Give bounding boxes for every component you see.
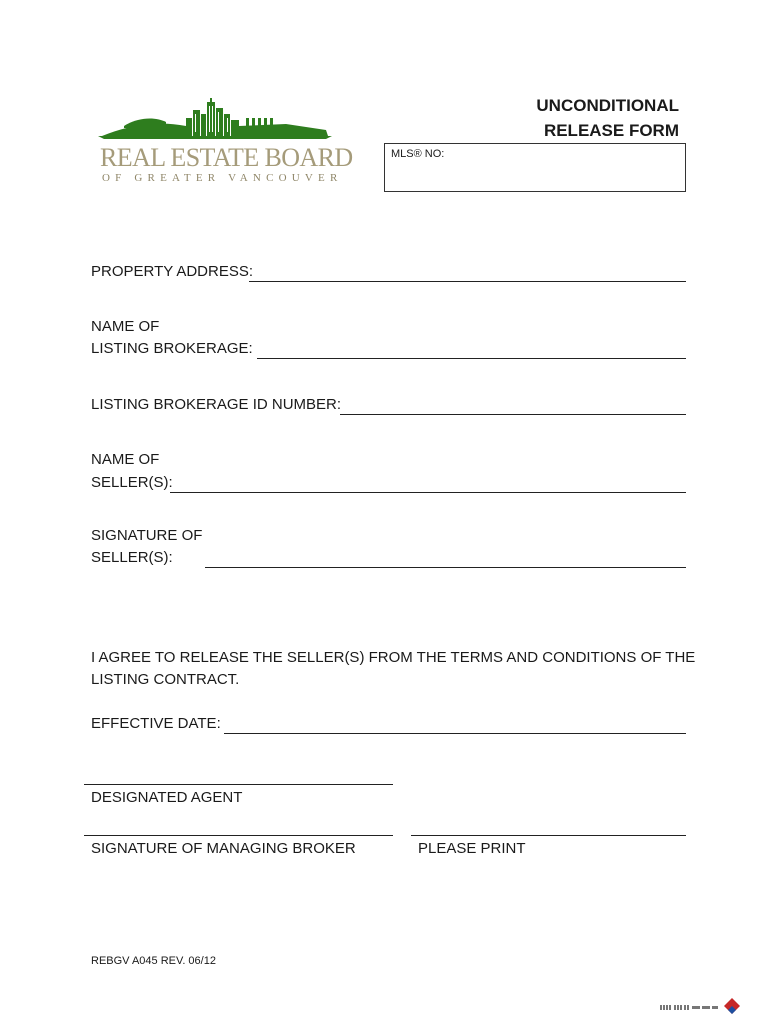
effective-date-label: EFFECTIVE DATE:	[91, 715, 221, 732]
listing-brokerage-id-line[interactable]	[340, 414, 686, 415]
property-address-line[interactable]	[249, 281, 686, 282]
listing-brokerage-label: LISTING BROKERAGE:	[91, 340, 253, 357]
crea-webforms-logo-icon	[658, 996, 742, 1018]
property-address-label: PROPERTY ADDRESS:	[91, 263, 253, 280]
managing-broker-label: SIGNATURE OF MANAGING BROKER	[91, 840, 356, 857]
name-of-sellers-label: NAME OF	[91, 451, 160, 468]
mls-label: MLS® NO:	[391, 148, 445, 160]
name-of-label: NAME OF	[91, 318, 160, 335]
signature-of-label: SIGNATURE OF	[91, 527, 203, 544]
designated-agent-label: DESIGNATED AGENT	[91, 789, 243, 806]
effective-date-line[interactable]	[224, 733, 686, 734]
agreement-text-line1: I AGREE TO RELEASE THE SELLER(S) FROM THE TERMS AND CONDITIONS OF THE	[91, 649, 696, 666]
listing-brokerage-id-label: LISTING BROKERAGE ID NUMBER:	[91, 396, 342, 413]
please-print-label: PLEASE PRINT	[418, 840, 526, 857]
signature-sellers-label: SELLER(S):	[91, 549, 173, 566]
sellers-label: SELLER(S):	[91, 474, 173, 491]
rebgv-logo	[96, 96, 353, 188]
sellers-signature-line[interactable]	[205, 567, 686, 568]
city-skyline-logo-icon	[96, 96, 336, 146]
managing-broker-signature-line[interactable]	[84, 835, 393, 836]
form-code: REBGV A045 REV. 06/12	[91, 955, 216, 967]
agreement-text-line2: LISTING CONTRACT.	[91, 671, 240, 688]
logo-subtitle: OF GREATER VANCOUVER	[102, 172, 343, 184]
designated-agent-line[interactable]	[84, 784, 393, 785]
form-title-line1: UNCONDITIONAL	[536, 96, 679, 115]
sellers-name-line[interactable]	[170, 492, 686, 493]
form-title-line2: RELEASE FORM	[543, 121, 679, 140]
listing-brokerage-line[interactable]	[257, 358, 686, 359]
mls-number-field[interactable]	[384, 143, 686, 192]
please-print-line[interactable]	[411, 835, 686, 836]
logo-name: REAL ESTATE BOARD	[100, 143, 353, 172]
